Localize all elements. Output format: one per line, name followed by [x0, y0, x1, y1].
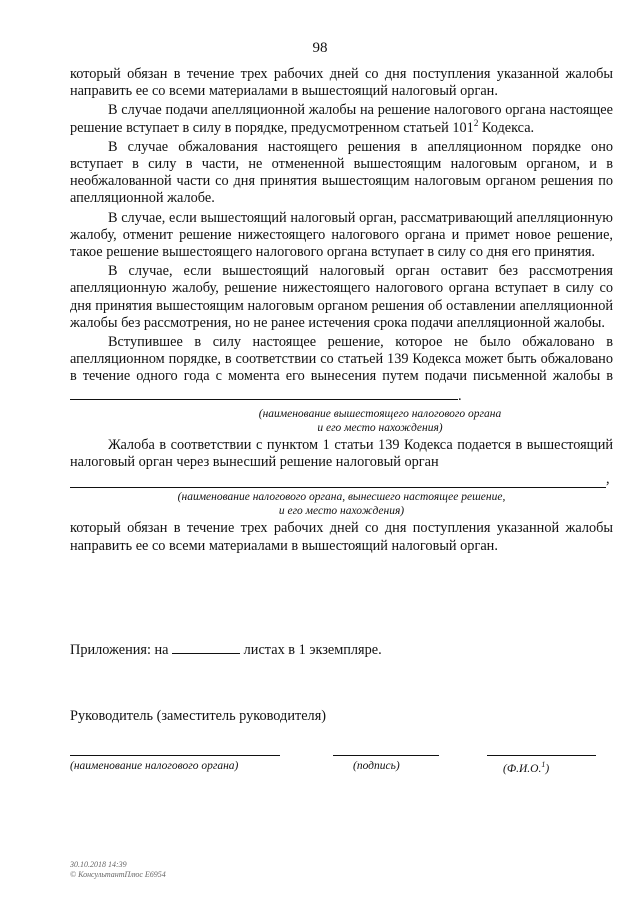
paragraph-6-text: Вступившее в силу настоящее решение, которое не было обжаловано в апелляционном порядке, в соответствии со статьей 139 Кодекса может быть обжаловано в течение одного года с момента его вынесения путем подачи письменной жалобы в: [70, 334, 613, 385]
paragraph-7-end: ,: [606, 471, 610, 488]
document-stamp: [70, 860, 166, 880]
paragraph-4: В случае, если вышестоящий налоговый орган, рассматривающий апелляционную жалобу, отменит решение нижестоящего налогового органа и примет новое решение, такое решение вышестоящего налогового органа вступает в силу со дня его принятия.: [70, 209, 613, 261]
higher-authority-caption-line2: и его место нахождения): [317, 421, 443, 434]
paragraph-5: В случае, если вышестоящий налоговый орган оставит без рассмотрения апелляционную жалобу, решение нижестоящего налогового органа вступает в силу со дня принятия вышестоящим налоговым органом решения об оставлении апелляционной жалобы без рассмотрения, но не ранее истечения срока подачи апелляционной жалобы.: [70, 263, 613, 331]
document-body: [70, 66, 613, 555]
issuing-authority-field[interactable]: [70, 476, 606, 488]
paragraph-2-end: Кодекса.: [478, 119, 535, 136]
issuing-authority-caption: [70, 490, 613, 518]
issuing-authority-row: [70, 471, 613, 488]
attachments-suffix: листах в 1 экземпляре.: [243, 642, 382, 658]
stamp-source: © КонсультантПлюс E6954: [70, 870, 166, 879]
issuing-authority-caption-line1: (наименование налогового органа, вынесшего настоящее решение,: [177, 491, 506, 504]
paragraph-6-end: .: [458, 387, 462, 404]
paragraph-6: [70, 334, 613, 405]
paragraph-3: В случае обжалования настоящего решения в апелляционном порядке оно вступает в силу в части, не отмененной вышестоящим налоговым органом, и в необжалованной части со дня принятия вышестоящим налоговым органом решения по апелляционной жалобе.: [70, 138, 613, 207]
article-superscript: 2: [473, 117, 479, 128]
paragraph-7: Жалоба в соответствии с пунктом 1 статьи 139 Кодекса подается в вышестоящий налоговый орган через вынесший решение налоговый орган: [70, 436, 613, 471]
signature-field[interactable]: [333, 755, 439, 756]
page-number: 98: [312, 40, 328, 56]
issuing-authority-caption-line2: и его место нахождения): [278, 505, 405, 518]
paragraph-2: [70, 102, 613, 136]
higher-authority-caption-line1: (наименование вышестоящего налогового органа: [258, 407, 502, 420]
full-name-caption-close: ): [545, 762, 550, 775]
higher-authority-field[interactable]: [70, 386, 458, 400]
signature-caption: (подпись): [353, 760, 400, 772]
higher-authority-caption: [230, 407, 530, 435]
attachments-prefix: Приложения: на: [70, 642, 169, 658]
paragraph-2-text: В случае подачи апелляционной жалобы на решение налогового органа настоящее решение вступает в силу в порядке, предусмотренном статьей 101: [70, 102, 613, 136]
org-name-caption: (наименование налогового органа): [70, 760, 239, 772]
stamp-date: 30.10.2018 14:39: [70, 860, 127, 869]
full-name-caption: [503, 760, 549, 775]
full-name-caption-text: (Ф.И.О.: [503, 762, 542, 775]
signature-heading: Руководитель (заместитель руководителя): [70, 708, 327, 724]
org-name-field[interactable]: [70, 755, 280, 756]
paragraph-8: который обязан в течение трех рабочих дней со дня поступления указанной жалобы направить ее со всеми материалами в вышестоящий налоговый орган.: [70, 520, 613, 554]
full-name-superscript: 1: [541, 760, 546, 769]
attachments-line: [70, 640, 382, 659]
full-name-field[interactable]: [487, 755, 596, 756]
sheets-count-field[interactable]: [172, 640, 240, 654]
paragraph-1: который обязан в течение трех рабочих дней со дня поступления указанной жалобы направить ее со всеми материалами в вышестоящий налоговый орган.: [70, 66, 613, 100]
